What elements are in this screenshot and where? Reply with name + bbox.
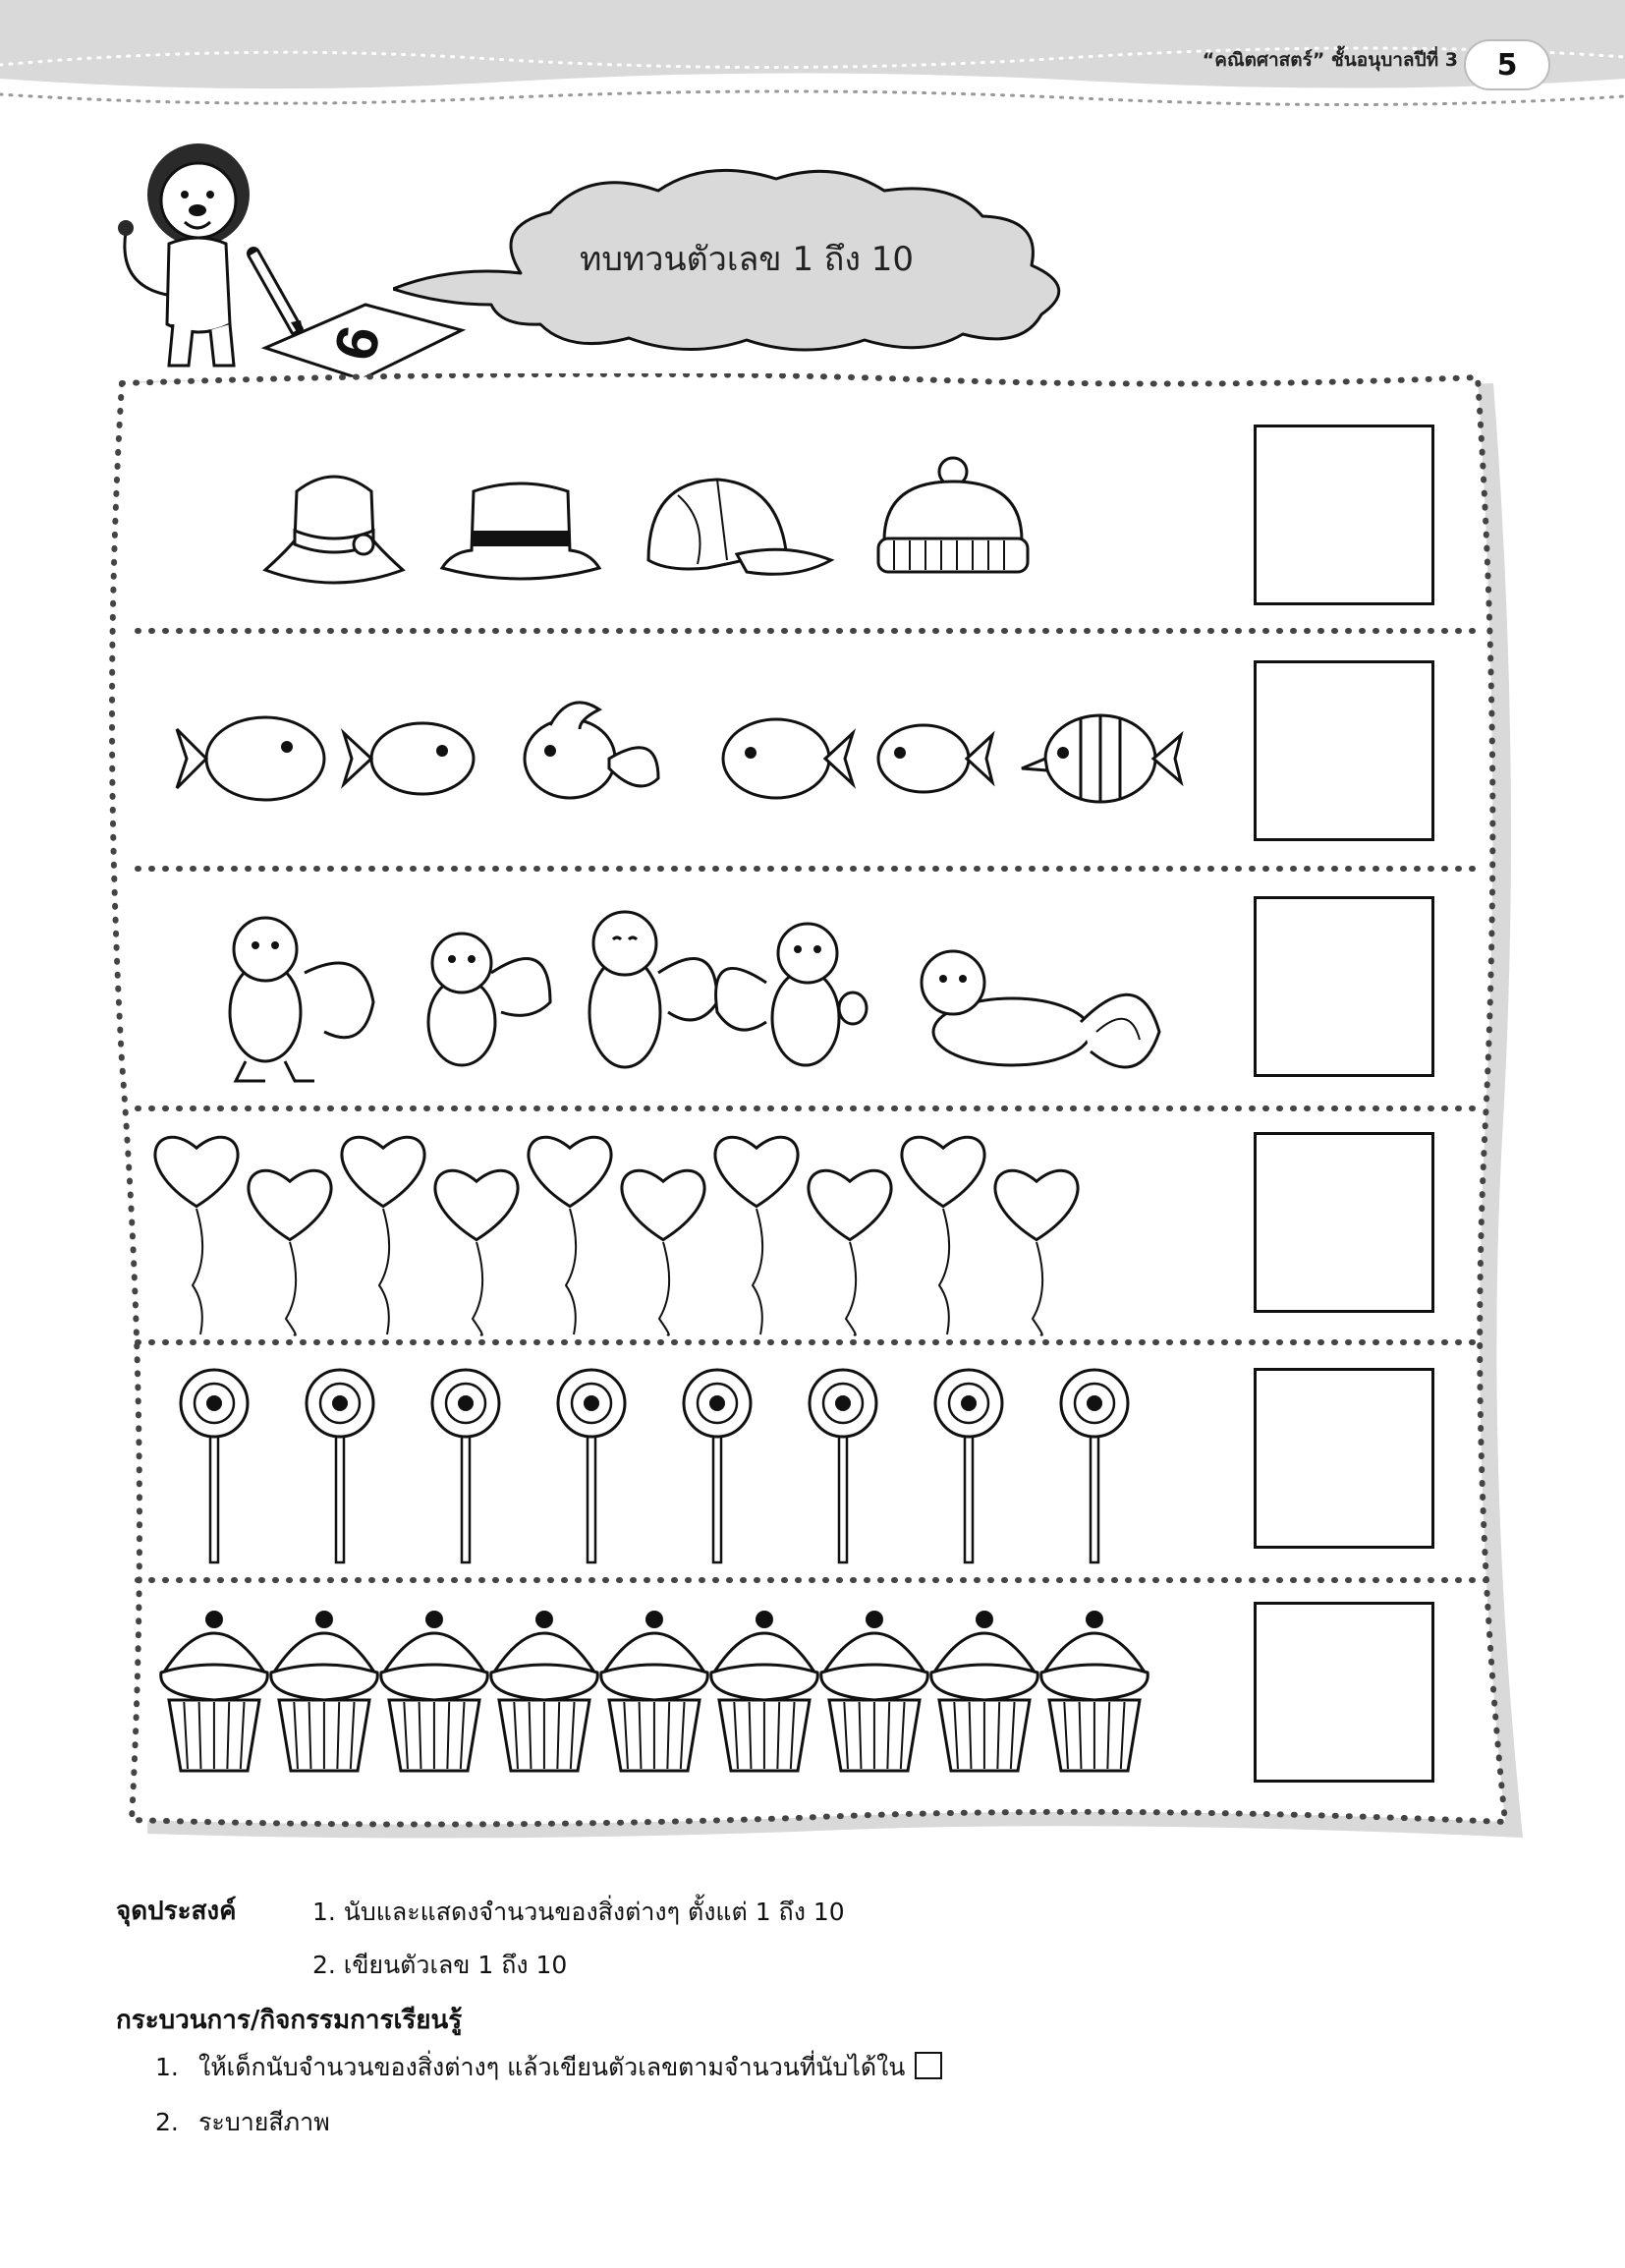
process-label: กระบวนการ/กิจกรรมการเรียนรู้ [116,2006,463,2035]
lion-mane-icon [147,143,250,246]
process-item [155,2103,330,2142]
cupcake-icon [381,1611,488,1771]
beanie-icon [878,458,1028,572]
lollipop-icon [558,1370,625,1562]
hat-icon [265,477,403,583]
header-band [0,0,1625,108]
lollipop-icon [432,1370,499,1562]
cupcake-icon [1041,1611,1149,1771]
process-item-text: ระบายสีภาพ [198,2108,330,2136]
fish-icon [723,719,853,798]
squirrel-icon [716,924,867,1065]
lollipop-icon [1061,1370,1128,1562]
page-number: 5 [1464,39,1550,90]
lollipop-icon [181,1370,248,1562]
cupcake-icon [491,1611,598,1771]
squirrel-icon [922,951,1159,1067]
lollipop-icon [935,1370,1002,1562]
lollipop-icon [307,1370,373,1562]
heart-balloon-icon [715,1137,798,1334]
heart-balloon-icon [995,1170,1078,1334]
process-item-number: 2. [155,2108,179,2136]
cupcake-icon [271,1611,378,1771]
squirrel-icon [428,934,550,1065]
heart-balloon-icon [622,1170,704,1334]
lollipop-icon [684,1370,751,1562]
lollipop-icon [810,1370,876,1562]
objective-item: 2. เขียนตัวเลข 1 ถึง 10 [312,1951,568,1979]
objectives-label: จุดประสงค์ [116,1897,237,1926]
cap-icon [648,480,831,574]
worksheet-panel [108,373,1533,1847]
activity-title: ทบทวนตัวเลข 1 ถึง 10 [579,240,915,279]
fish-icon [177,717,324,800]
answer-box-fish[interactable] [1254,660,1434,841]
heart-balloon-icon [155,1137,238,1334]
fish-icon [878,725,992,792]
answer-box-symbol [915,2052,942,2079]
answer-box-squirrels[interactable] [1254,896,1434,1077]
answer-box-balloons[interactable] [1254,1132,1434,1313]
answer-box-cupcakes[interactable] [1254,1602,1434,1783]
heart-balloon-icon [249,1170,331,1334]
cupcake-icon [711,1611,818,1771]
heart-balloon-icon [342,1137,424,1334]
squirrel-icon [589,912,717,1067]
objective-item: 1. นับและแสดงจำนวนของสิ่งต่างๆ ตั้งแต่ 1 ถึง 10 [312,1898,845,1926]
heart-balloon-icon [529,1137,611,1334]
cupcake-icon [601,1611,708,1771]
process-item [155,2048,942,2087]
answer-box-lollipops[interactable] [1254,1368,1434,1549]
answer-box-hats[interactable] [1254,425,1434,605]
squirrel-icon [230,918,373,1081]
heart-balloon-icon [809,1170,891,1334]
book-title: “คณิตศาสตร์” ชั้นอนุบาลปีที่ 3 [1202,49,1458,71]
process-item-number: 1. [155,2053,179,2081]
card-digit: 6 [321,319,393,367]
cupcake-icon [161,1611,268,1771]
cupcake-icon [821,1611,928,1771]
heart-balloon-icon [435,1170,518,1334]
process-item-text: ให้เด็กนับจำนวนของสิ่งต่างๆ แล้วเขียนตัวเลขตามจำนวนที่นับได้ใน [198,2053,906,2081]
heart-balloon-icon [902,1137,984,1334]
cupcake-icon [931,1611,1038,1771]
fish-icon [344,723,474,794]
butterflyfish-icon [1022,715,1181,802]
hat-icon [442,483,599,579]
goldfish-icon [525,703,658,798]
